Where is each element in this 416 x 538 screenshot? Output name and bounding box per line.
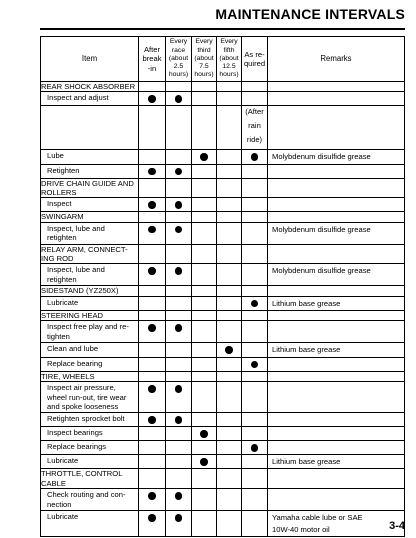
interval-cell [217,178,242,198]
bullet-mark-icon [175,201,183,209]
page-title: MAINTENANCE INTERVALS [215,6,405,22]
column-header-every-fifth: Every fifth (about 12.5 hours) [217,37,242,82]
interval-cell [217,212,242,222]
section-header-row [41,371,405,381]
interval-cell [166,198,192,212]
interval-cell [139,343,166,357]
interval-cell [217,92,242,106]
remarks-cell: Lithium base grease [268,296,405,310]
interval-cell [192,264,217,286]
item-cell: Clean and lube [41,343,139,357]
section-name: DRIVE CHAIN GUIDE AND ROLLERS [41,178,139,198]
section-name: THROTTLE, CONTROL CABLE [41,469,139,489]
interval-cell [139,150,166,164]
interval-cell [139,178,166,198]
table-row [41,321,405,343]
remarks-cell [268,198,405,212]
interval-cell [166,371,192,381]
remarks-cell: Yamaha cable lube or SAE 10W-40 motor oil [268,511,405,537]
section-name: REAR SHOCK ABSORBER [41,82,139,92]
interval-cell [166,150,192,164]
interval-cell [166,441,192,455]
interval-cell [139,311,166,321]
interval-cell [139,321,166,343]
table-row [41,222,405,244]
interval-cell [217,371,242,381]
interval-cell [166,106,192,150]
section-header-row [41,178,405,198]
interval-cell [139,382,166,413]
title-rule [40,28,405,30]
remarks-cell: Lithium base grease [268,343,405,357]
interval-cell [242,441,268,455]
remarks-cell [268,382,405,413]
remarks-cell [268,311,405,321]
column-header-after-break-in: After break -in [139,37,166,82]
bullet-mark-icon [148,201,156,209]
table-row [41,343,405,357]
column-header-every-race: Every race (about 2.5 hours) [166,37,192,82]
interval-cell [192,455,217,469]
table-row [41,296,405,310]
interval-cell [139,441,166,455]
interval-cell [217,106,242,150]
table-row [41,92,405,106]
remarks-cell [268,82,405,92]
item-cell: Lubricate [41,455,139,469]
remarks-cell [268,321,405,343]
table-row [41,455,405,469]
bullet-mark-icon [148,226,156,234]
interval-cell [192,441,217,455]
item-cell: Retighten [41,164,139,178]
interval-cell [192,489,217,511]
interval-cell [166,427,192,441]
remarks-cell [268,427,405,441]
interval-cell [139,489,166,511]
bullet-mark-icon [175,267,183,275]
interval-cell [139,296,166,310]
interval-cell [166,286,192,296]
interval-cell [166,82,192,92]
interval-cell [192,178,217,198]
interval-cell [242,106,268,150]
interval-cell [192,427,217,441]
interval-cell [242,82,268,92]
interval-cell [139,413,166,427]
remarks-cell [268,413,405,427]
interval-cell [139,106,166,150]
table-row [41,413,405,427]
bullet-mark-icon [148,267,156,275]
interval-cell [192,150,217,164]
item-cell: Inspect bearings [41,427,139,441]
interval-cell [139,427,166,441]
interval-cell [192,296,217,310]
section-name: SWINGARM [41,212,139,222]
item-cell: Inspect [41,198,139,212]
remarks-cell: Molybdenum disulfide grease [268,264,405,286]
interval-cell [166,296,192,310]
interval-cell [139,198,166,212]
interval-cell [217,222,242,244]
interval-cell [192,286,217,296]
interval-cell [242,321,268,343]
interval-cell [139,164,166,178]
interval-cell [217,441,242,455]
after-rain-ride-note: (After rain ride) [245,107,264,145]
remarks-cell [268,164,405,178]
column-header-every-third: Every third (about 7.5 hours) [192,37,217,82]
interval-cell [166,489,192,511]
item-cell: Inspect and adjust [41,92,139,106]
remarks-cell: Lithium base grease [268,455,405,469]
interval-cell [192,382,217,413]
interval-cell [139,264,166,286]
interval-cell [217,469,242,489]
item-cell: Lubricate [41,511,139,537]
item-cell: Retighten sprocket bolt [41,413,139,427]
interval-cell [139,82,166,92]
bullet-mark-icon [175,492,183,500]
interval-cell [166,212,192,222]
table-row [41,357,405,371]
interval-cell [166,92,192,106]
interval-cell [192,469,217,489]
interval-cell [166,455,192,469]
item-cell: Lubricate [41,296,139,310]
bullet-mark-icon [148,324,156,332]
interval-cell [217,296,242,310]
interval-cell [166,222,192,244]
interval-cell [192,343,217,357]
interval-cell [166,178,192,198]
remarks-cell [268,469,405,489]
section-header-row [41,244,405,264]
section-header-row [41,82,405,92]
interval-cell [192,212,217,222]
interval-cell [242,296,268,310]
column-header-remarks: Remarks [268,37,405,82]
bullet-mark-icon [175,226,183,234]
remarks-cell: Molybdenum disulfide grease [268,150,405,164]
remarks-cell [268,212,405,222]
bullet-mark-icon [148,385,156,393]
interval-cell [242,286,268,296]
table-row [41,382,405,413]
interval-cell [217,455,242,469]
table-row [41,150,405,164]
interval-cell [139,469,166,489]
remarks-cell: Molybdenum disulfide grease [268,222,405,244]
table-row [41,106,405,150]
section-name: TIRE, WHEELS [41,371,139,381]
bullet-mark-icon [148,95,156,103]
table-row [41,198,405,212]
column-header-as-required: As re- quired [242,37,268,82]
interval-cell [242,178,268,198]
remarks-cell [268,178,405,198]
interval-cell [217,413,242,427]
interval-cell [139,222,166,244]
interval-cell [166,321,192,343]
interval-cell [242,92,268,106]
interval-cell [217,357,242,371]
interval-cell [139,212,166,222]
interval-cell [192,413,217,427]
interval-cell [242,198,268,212]
remarks-cell [268,106,405,150]
bullet-mark-icon [251,361,259,369]
item-cell: Inspect free play and re- tighten [41,321,139,343]
interval-cell [242,427,268,441]
table-row [41,427,405,441]
item-cell: Check routing and con- nection [41,489,139,511]
interval-cell [192,82,217,92]
item-cell: Inspect, lube and retighten [41,222,139,244]
interval-cell [217,286,242,296]
interval-cell [192,222,217,244]
interval-cell [192,92,217,106]
interval-cell [166,264,192,286]
interval-cell [242,371,268,381]
interval-cell [139,371,166,381]
interval-cell [166,413,192,427]
interval-cell [192,244,217,264]
item-cell: Inspect air pressure, wheel run-out, tire wear and spoke looseness [41,382,139,413]
bullet-mark-icon [175,385,183,393]
bullet-mark-icon [148,492,156,500]
column-header-item: Item [41,37,139,82]
interval-cell [242,382,268,413]
item-cell: Lube [41,150,139,164]
remarks-cell [268,489,405,511]
interval-cell [242,264,268,286]
bullet-mark-icon [175,324,183,332]
remarks-cell [268,441,405,455]
interval-cell [192,321,217,343]
interval-cell [242,357,268,371]
interval-cell [242,150,268,164]
section-header-row [41,469,405,489]
table-row [41,489,405,511]
interval-cell [166,343,192,357]
interval-cell [217,244,242,264]
interval-cell [242,212,268,222]
bullet-mark-icon [251,444,259,452]
interval-cell [242,244,268,264]
interval-cell [242,343,268,357]
item-cell: Replace bearings [41,441,139,455]
interval-cell [139,286,166,296]
interval-cell [166,469,192,489]
interval-cell [166,382,192,413]
interval-cell [217,489,242,511]
interval-cell [139,92,166,106]
bullet-mark-icon [200,430,208,438]
section-header-row [41,311,405,321]
remarks-cell [268,286,405,296]
interval-cell [217,311,242,321]
interval-cell [139,455,166,469]
interval-cell [217,198,242,212]
remarks-cell [268,92,405,106]
remarks-cell [268,371,405,381]
interval-cell [166,164,192,178]
interval-cell [242,164,268,178]
interval-cell [192,198,217,212]
interval-cell [217,343,242,357]
interval-cell [217,427,242,441]
interval-cell [217,82,242,92]
interval-cell [192,371,217,381]
interval-cell [217,164,242,178]
interval-cell [242,469,268,489]
bullet-mark-icon [251,153,259,161]
bullet-mark-icon [251,300,259,308]
interval-cell [242,222,268,244]
section-header-row [41,212,405,222]
table-row [41,264,405,286]
interval-cell [217,264,242,286]
interval-cell [166,357,192,371]
section-name: RELAY ARM, CONNECT- ING ROD [41,244,139,264]
interval-cell [139,357,166,371]
maintenance-table [40,36,405,537]
section-header-row [41,286,405,296]
interval-cell [192,164,217,178]
bullet-mark-icon [175,168,183,176]
interval-cell [192,106,217,150]
bullet-mark-icon [200,153,208,161]
item-cell: Replace bearing [41,357,139,371]
table-row [41,164,405,178]
interval-cell [217,321,242,343]
interval-cell [192,357,217,371]
interval-cell [242,455,268,469]
interval-cell [242,413,268,427]
bullet-mark-icon [148,416,156,424]
interval-cell [242,311,268,321]
bullet-mark-icon [225,346,233,354]
bullet-mark-icon [175,95,183,103]
page-number: 3-4 [389,520,405,532]
item-cell [41,106,139,150]
bullet-mark-icon [175,416,183,424]
interval-cell [166,311,192,321]
interval-cell [192,311,217,321]
remarks-cell [268,357,405,371]
item-cell: Inspect, lube and retighten [41,264,139,286]
interval-cell [242,489,268,511]
interval-cell [217,382,242,413]
table-row [41,441,405,455]
interval-cell [217,150,242,164]
interval-cell [166,244,192,264]
remarks-cell [268,244,405,264]
section-name: STEERING HEAD [41,311,139,321]
interval-cell [139,244,166,264]
bullet-mark-icon [148,168,156,176]
bullet-mark-icon [200,458,208,466]
section-name: SIDESTAND (YZ250X) [41,286,139,296]
